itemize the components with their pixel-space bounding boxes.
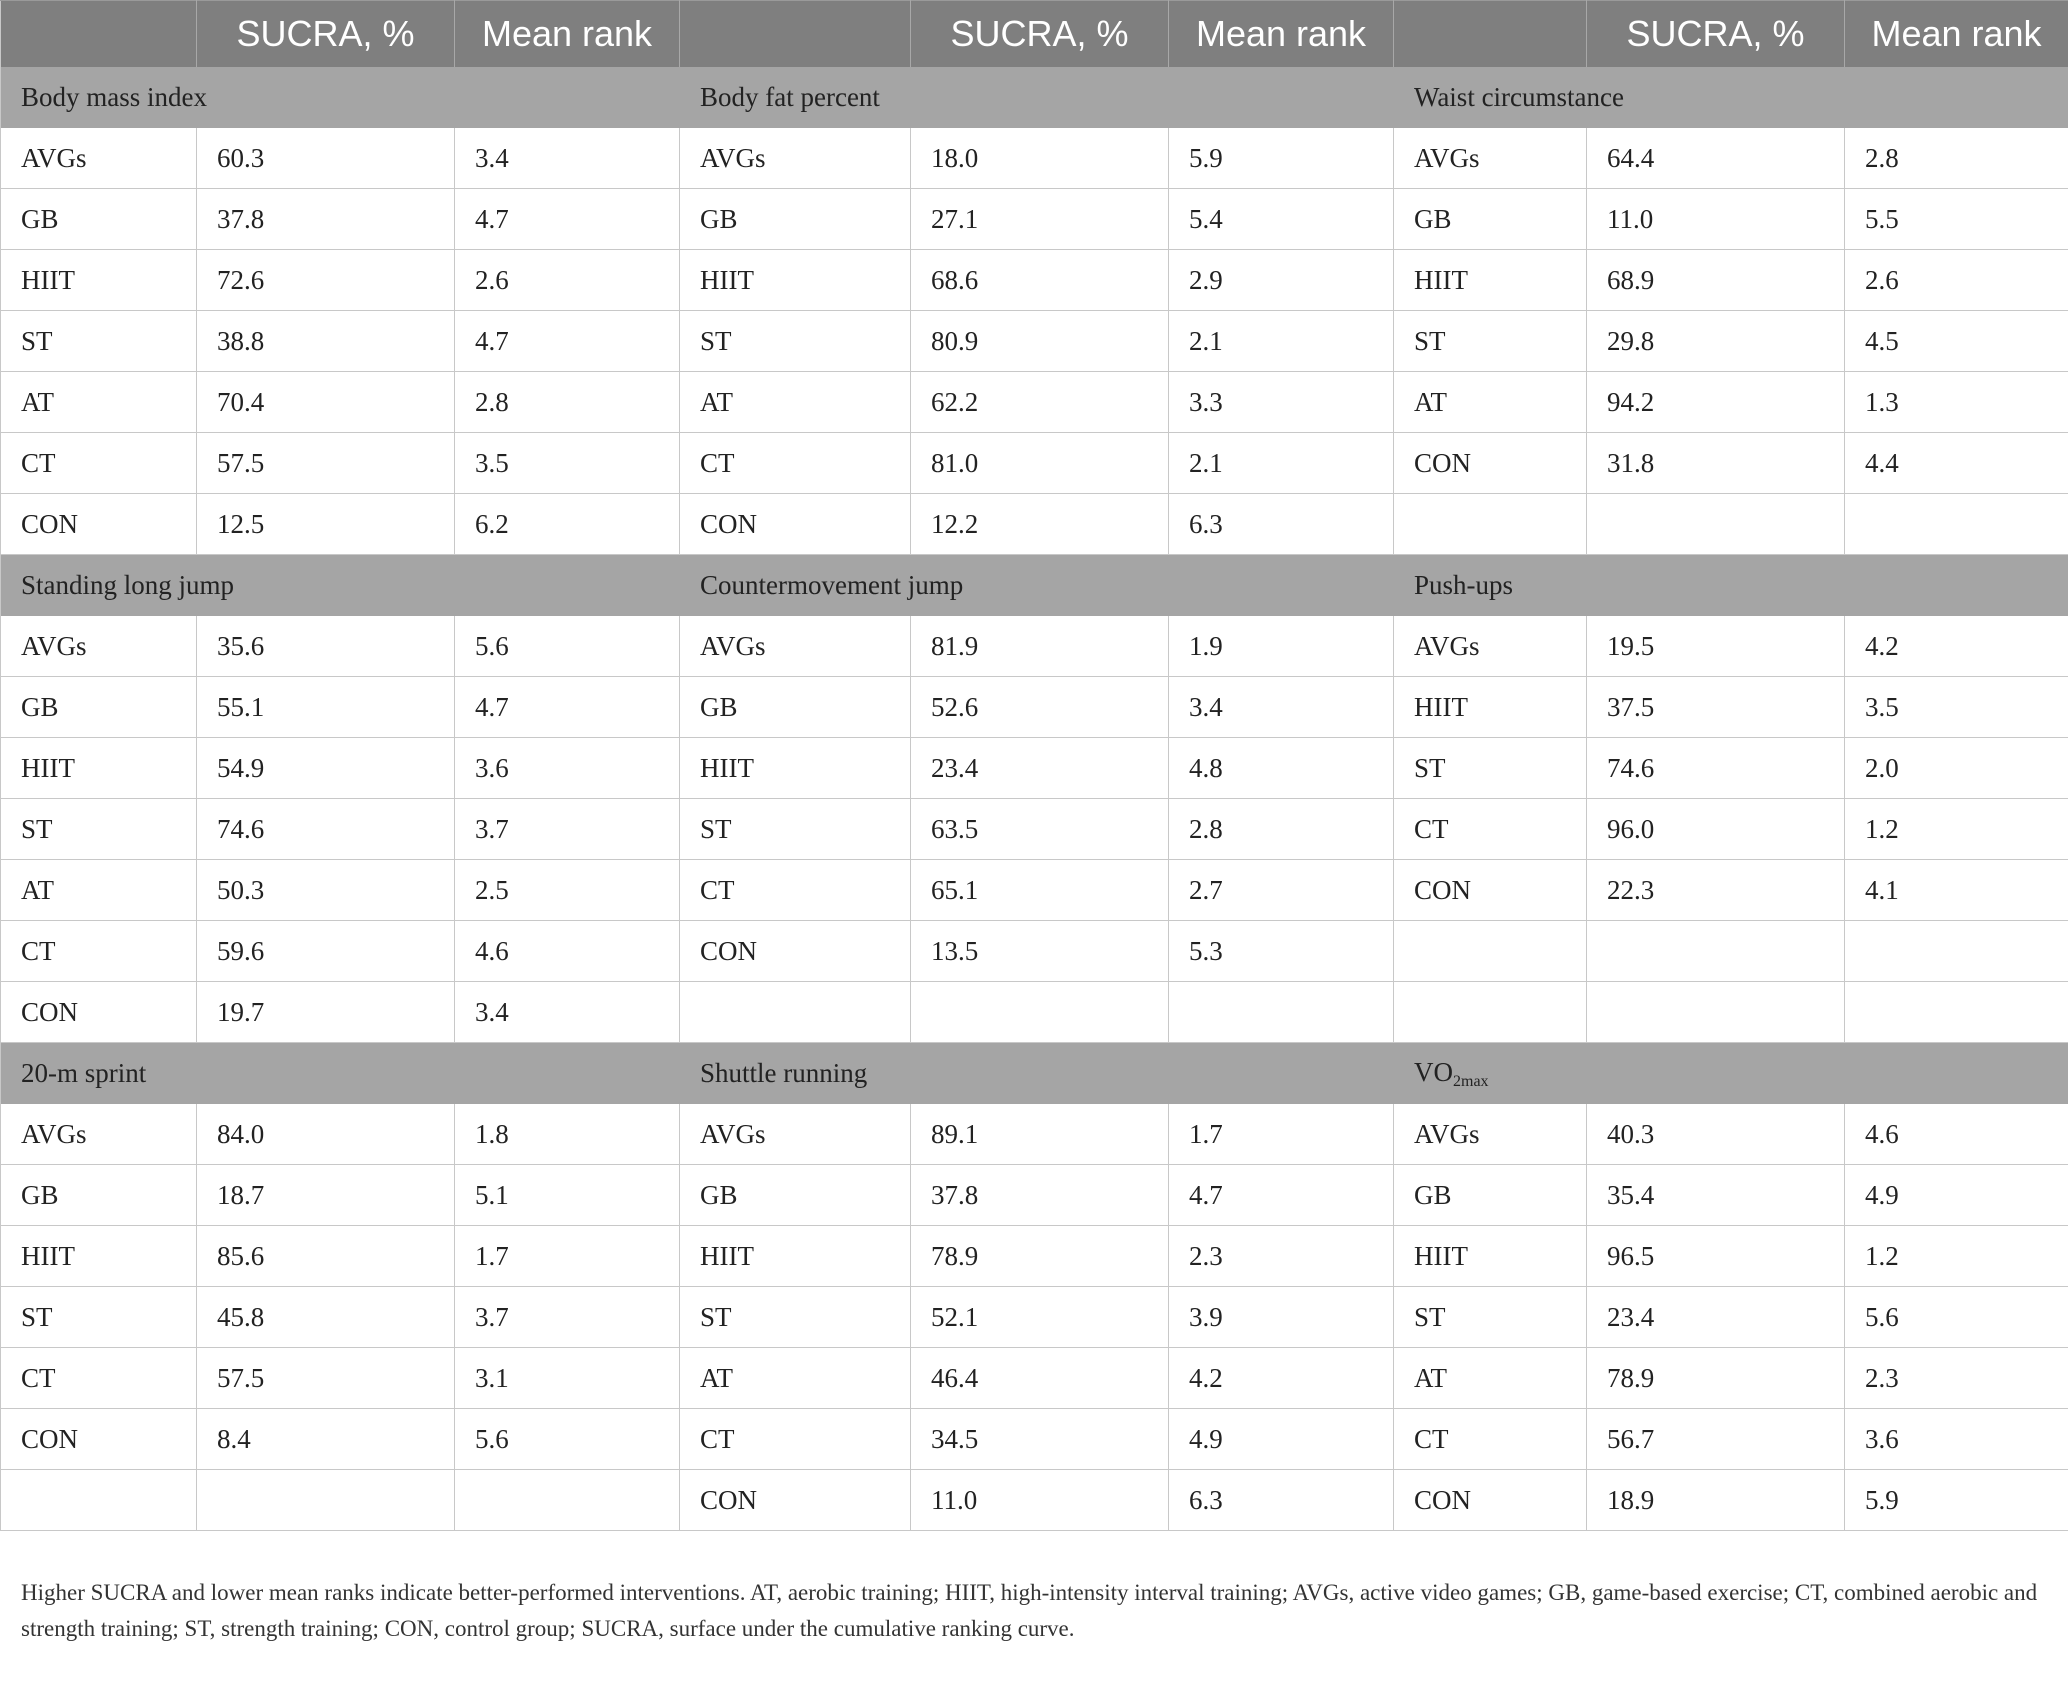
section-title bbox=[1394, 1043, 2068, 1105]
section-title bbox=[1, 67, 680, 128]
intervention-cell bbox=[1394, 921, 1587, 982]
sucra-cell: 19.5 bbox=[1587, 616, 1845, 677]
sucra-cell: 74.6 bbox=[197, 799, 455, 860]
mean-rank-cell: 1.9 bbox=[1169, 616, 1394, 677]
intervention-cell: AT bbox=[680, 1348, 911, 1409]
table-row bbox=[1, 128, 2068, 189]
intervention-cell: HIIT bbox=[680, 1226, 911, 1287]
mean-rank-cell: 5.5 bbox=[1845, 189, 2068, 250]
table-row bbox=[1, 799, 2068, 860]
section-header-row bbox=[1, 555, 2068, 617]
mean-rank-cell: 3.6 bbox=[1845, 1409, 2068, 1470]
sucra-cell: 50.3 bbox=[197, 860, 455, 921]
mean-rank-cell bbox=[1845, 921, 2068, 982]
table-row bbox=[1, 921, 2068, 982]
sucra-cell: 60.3 bbox=[197, 128, 455, 189]
section-header-row bbox=[1, 67, 2068, 128]
intervention-cell: HIIT bbox=[680, 738, 911, 799]
sucra-cell: 78.9 bbox=[911, 1226, 1169, 1287]
intervention-cell: AT bbox=[1, 860, 197, 921]
sucra-cell: 27.1 bbox=[911, 189, 1169, 250]
sucra-cell: 38.8 bbox=[197, 311, 455, 372]
sucra-cell: 84.0 bbox=[197, 1104, 455, 1165]
intervention-cell: AVGs bbox=[1, 1104, 197, 1165]
sucra-cell: 29.8 bbox=[1587, 311, 1845, 372]
intervention-cell: GB bbox=[680, 1165, 911, 1226]
sucra-cell: 22.3 bbox=[1587, 860, 1845, 921]
sucra-cell: 18.0 bbox=[911, 128, 1169, 189]
mean-rank-cell: 2.1 bbox=[1169, 433, 1394, 494]
mean-rank-cell: 2.5 bbox=[455, 860, 680, 921]
sucra-cell: 81.0 bbox=[911, 433, 1169, 494]
table-row bbox=[1, 616, 2068, 677]
section-title bbox=[1394, 67, 2068, 128]
mean-rank-cell: 4.9 bbox=[1169, 1409, 1394, 1470]
intervention-cell: AVGs bbox=[680, 1104, 911, 1165]
intervention-cell: CON bbox=[1, 494, 197, 555]
mean-rank-cell: 1.2 bbox=[1845, 1226, 2068, 1287]
intervention-cell: AVGs bbox=[680, 616, 911, 677]
intervention-cell: HIIT bbox=[1394, 250, 1587, 311]
table-row bbox=[1, 311, 2068, 372]
intervention-cell: AVGs bbox=[1394, 128, 1587, 189]
mean-rank-cell: 6.3 bbox=[1169, 494, 1394, 555]
mean-rank-cell: 3.4 bbox=[455, 982, 680, 1043]
intervention-cell bbox=[1394, 494, 1587, 555]
section-header-row bbox=[1, 1043, 2068, 1105]
mean-rank-cell: 3.5 bbox=[455, 433, 680, 494]
section-title-text: Body mass index bbox=[21, 82, 207, 112]
mean-rank-cell: 2.3 bbox=[1169, 1226, 1394, 1287]
sucra-cell: 37.8 bbox=[197, 189, 455, 250]
section-title bbox=[1, 555, 680, 617]
mean-rank-cell: 1.2 bbox=[1845, 799, 2068, 860]
section-title-text: Waist circumstance bbox=[1414, 82, 1624, 112]
sucra-cell: 74.6 bbox=[1587, 738, 1845, 799]
sucra-cell: 12.5 bbox=[197, 494, 455, 555]
mean-rank-cell: 5.1 bbox=[455, 1165, 680, 1226]
intervention-cell: ST bbox=[680, 311, 911, 372]
section-title-subscript: 2max bbox=[1453, 1072, 1489, 1090]
sucra-cell: 40.3 bbox=[1587, 1104, 1845, 1165]
table-row bbox=[1, 1287, 2068, 1348]
sucra-cell: 85.6 bbox=[197, 1226, 455, 1287]
intervention-cell: ST bbox=[1394, 311, 1587, 372]
mean-rank-cell: 2.9 bbox=[1169, 250, 1394, 311]
table-row bbox=[1, 1409, 2068, 1470]
sucra-cell bbox=[1587, 921, 1845, 982]
table-row bbox=[1, 1104, 2068, 1165]
header-mean-rank-3: Mean rank bbox=[1845, 1, 2068, 68]
sucra-cell bbox=[197, 1470, 455, 1531]
intervention-cell: GB bbox=[1394, 1165, 1587, 1226]
mean-rank-cell: 5.6 bbox=[1845, 1287, 2068, 1348]
mean-rank-cell bbox=[1845, 982, 2068, 1043]
header-sucra-2: SUCRA, % bbox=[911, 1, 1169, 68]
intervention-cell: HIIT bbox=[1394, 677, 1587, 738]
intervention-cell: CT bbox=[1, 433, 197, 494]
sucra-cell: 94.2 bbox=[1587, 372, 1845, 433]
mean-rank-cell: 3.4 bbox=[455, 128, 680, 189]
intervention-cell: CT bbox=[680, 1409, 911, 1470]
sucra-cell: 68.6 bbox=[911, 250, 1169, 311]
table-row bbox=[1, 1348, 2068, 1409]
header-mean-rank-1: Mean rank bbox=[455, 1, 680, 68]
intervention-cell: AT bbox=[1394, 372, 1587, 433]
mean-rank-cell bbox=[1169, 982, 1394, 1043]
mean-rank-cell: 6.3 bbox=[1169, 1470, 1394, 1531]
section-title-text: Shuttle running bbox=[700, 1058, 868, 1088]
intervention-cell: AVGs bbox=[1394, 616, 1587, 677]
mean-rank-cell: 4.7 bbox=[1169, 1165, 1394, 1226]
mean-rank-cell: 5.9 bbox=[1169, 128, 1394, 189]
sucra-cell: 64.4 bbox=[1587, 128, 1845, 189]
mean-rank-cell: 4.7 bbox=[455, 189, 680, 250]
sucra-cell: 13.5 bbox=[911, 921, 1169, 982]
intervention-cell bbox=[680, 982, 911, 1043]
sucra-cell bbox=[911, 982, 1169, 1043]
table-row bbox=[1, 982, 2068, 1043]
header-sucra-1: SUCRA, % bbox=[197, 1, 455, 68]
section-title-text: Countermovement jump bbox=[700, 570, 964, 600]
mean-rank-cell: 4.8 bbox=[1169, 738, 1394, 799]
table-row bbox=[1, 372, 2068, 433]
sucra-cell: 45.8 bbox=[197, 1287, 455, 1348]
sucra-cell: 52.6 bbox=[911, 677, 1169, 738]
section-title bbox=[680, 1043, 1394, 1105]
mean-rank-cell: 2.6 bbox=[1845, 250, 2068, 311]
intervention-cell: CT bbox=[680, 433, 911, 494]
intervention-cell: HIIT bbox=[1, 738, 197, 799]
mean-rank-cell: 2.1 bbox=[1169, 311, 1394, 372]
section-title bbox=[1, 1043, 680, 1105]
intervention-cell: CON bbox=[680, 1470, 911, 1531]
intervention-cell: ST bbox=[1394, 1287, 1587, 1348]
mean-rank-cell: 1.8 bbox=[455, 1104, 680, 1165]
sucra-cell: 34.5 bbox=[911, 1409, 1169, 1470]
mean-rank-cell: 4.4 bbox=[1845, 433, 2068, 494]
section-title-text: Push-ups bbox=[1414, 570, 1514, 600]
mean-rank-cell: 4.5 bbox=[1845, 311, 2068, 372]
table-body bbox=[1, 67, 2068, 1531]
intervention-cell: GB bbox=[1, 677, 197, 738]
header-blank-1 bbox=[1, 1, 197, 68]
sucra-cell: 55.1 bbox=[197, 677, 455, 738]
intervention-cell: ST bbox=[1, 799, 197, 860]
mean-rank-cell: 4.9 bbox=[1845, 1165, 2068, 1226]
intervention-cell: CON bbox=[1, 1409, 197, 1470]
intervention-cell: GB bbox=[1, 189, 197, 250]
sucra-cell: 96.0 bbox=[1587, 799, 1845, 860]
mean-rank-cell: 5.6 bbox=[455, 616, 680, 677]
intervention-cell: AVGs bbox=[1, 128, 197, 189]
mean-rank-cell bbox=[1845, 494, 2068, 555]
intervention-cell: CT bbox=[1, 1348, 197, 1409]
mean-rank-cell: 6.2 bbox=[455, 494, 680, 555]
section-title-text: Body fat percent bbox=[700, 82, 880, 112]
table-row bbox=[1, 1226, 2068, 1287]
intervention-cell: HIIT bbox=[1, 1226, 197, 1287]
mean-rank-cell: 3.9 bbox=[1169, 1287, 1394, 1348]
section-title bbox=[680, 555, 1394, 617]
intervention-cell: ST bbox=[1394, 738, 1587, 799]
sucra-cell: 63.5 bbox=[911, 799, 1169, 860]
section-title-text: VO bbox=[1414, 1056, 1453, 1087]
sucra-cell: 59.6 bbox=[197, 921, 455, 982]
mean-rank-cell: 5.9 bbox=[1845, 1470, 2068, 1531]
mean-rank-cell: 3.4 bbox=[1169, 677, 1394, 738]
table-row bbox=[1, 433, 2068, 494]
intervention-cell: GB bbox=[680, 189, 911, 250]
intervention-cell: HIIT bbox=[1394, 1226, 1587, 1287]
sucra-cell: 65.1 bbox=[911, 860, 1169, 921]
section-title-text: Standing long jump bbox=[21, 570, 235, 600]
mean-rank-cell: 5.6 bbox=[455, 1409, 680, 1470]
mean-rank-cell: 4.7 bbox=[455, 677, 680, 738]
intervention-cell: CT bbox=[1394, 1409, 1587, 1470]
mean-rank-cell: 4.6 bbox=[455, 921, 680, 982]
mean-rank-cell: 3.5 bbox=[1845, 677, 2068, 738]
sucra-cell: 46.4 bbox=[911, 1348, 1169, 1409]
mean-rank-cell: 1.7 bbox=[455, 1226, 680, 1287]
header-blank-2 bbox=[680, 1, 911, 68]
mean-rank-cell: 4.1 bbox=[1845, 860, 2068, 921]
mean-rank-cell: 2.8 bbox=[1845, 128, 2068, 189]
intervention-cell: CON bbox=[1394, 1470, 1587, 1531]
intervention-cell: AT bbox=[680, 372, 911, 433]
table-row bbox=[1, 1470, 2068, 1531]
section-title-text: 20-m sprint bbox=[21, 1058, 147, 1088]
intervention-cell bbox=[1, 1470, 197, 1531]
mean-rank-cell: 2.8 bbox=[1169, 799, 1394, 860]
table-row bbox=[1, 189, 2068, 250]
intervention-cell: CT bbox=[680, 860, 911, 921]
mean-rank-cell: 2.8 bbox=[455, 372, 680, 433]
intervention-cell: AT bbox=[1394, 1348, 1587, 1409]
intervention-cell: GB bbox=[1, 1165, 197, 1226]
intervention-cell: CON bbox=[680, 494, 911, 555]
sucra-cell: 96.5 bbox=[1587, 1226, 1845, 1287]
sucra-cell: 18.7 bbox=[197, 1165, 455, 1226]
intervention-cell: GB bbox=[680, 677, 911, 738]
sucra-cell: 72.6 bbox=[197, 250, 455, 311]
mean-rank-cell: 2.3 bbox=[1845, 1348, 2068, 1409]
intervention-cell: CON bbox=[1, 982, 197, 1043]
sucra-cell bbox=[1587, 982, 1845, 1043]
intervention-cell: ST bbox=[680, 799, 911, 860]
sucra-cell: 57.5 bbox=[197, 1348, 455, 1409]
sucra-cell: 23.4 bbox=[911, 738, 1169, 799]
sucra-cell: 12.2 bbox=[911, 494, 1169, 555]
intervention-cell: AVGs bbox=[1394, 1104, 1587, 1165]
table-row bbox=[1, 677, 2068, 738]
intervention-cell: CON bbox=[680, 921, 911, 982]
intervention-cell: ST bbox=[680, 1287, 911, 1348]
mean-rank-cell: 2.0 bbox=[1845, 738, 2068, 799]
section-title bbox=[1394, 555, 2068, 617]
intervention-cell: AT bbox=[1, 372, 197, 433]
mean-rank-cell: 4.2 bbox=[1845, 616, 2068, 677]
sucra-cell: 11.0 bbox=[1587, 189, 1845, 250]
intervention-cell: ST bbox=[1, 1287, 197, 1348]
intervention-cell: GB bbox=[1394, 189, 1587, 250]
mean-rank-cell: 4.7 bbox=[455, 311, 680, 372]
table-row bbox=[1, 494, 2068, 555]
table-row bbox=[1, 1165, 2068, 1226]
table-row bbox=[1, 250, 2068, 311]
sucra-cell: 68.9 bbox=[1587, 250, 1845, 311]
mean-rank-cell bbox=[455, 1470, 680, 1531]
intervention-cell: CT bbox=[1, 921, 197, 982]
sucra-cell: 62.2 bbox=[911, 372, 1169, 433]
intervention-cell: AVGs bbox=[1, 616, 197, 677]
sucra-cell: 35.4 bbox=[1587, 1165, 1845, 1226]
intervention-cell: ST bbox=[1, 311, 197, 372]
mean-rank-cell: 3.7 bbox=[455, 1287, 680, 1348]
mean-rank-cell: 1.7 bbox=[1169, 1104, 1394, 1165]
mean-rank-cell: 3.3 bbox=[1169, 372, 1394, 433]
sucra-cell: 18.9 bbox=[1587, 1470, 1845, 1531]
intervention-cell: HIIT bbox=[680, 250, 911, 311]
mean-rank-cell: 4.2 bbox=[1169, 1348, 1394, 1409]
sucra-cell: 31.8 bbox=[1587, 433, 1845, 494]
sucra-cell: 23.4 bbox=[1587, 1287, 1845, 1348]
sucra-cell: 52.1 bbox=[911, 1287, 1169, 1348]
intervention-cell: CT bbox=[1394, 799, 1587, 860]
sucra-cell: 56.7 bbox=[1587, 1409, 1845, 1470]
sucra-cell: 81.9 bbox=[911, 616, 1169, 677]
header-blank-3 bbox=[1394, 1, 1587, 68]
mean-rank-cell: 4.6 bbox=[1845, 1104, 2068, 1165]
sucra-cell: 35.6 bbox=[197, 616, 455, 677]
mean-rank-cell: 3.7 bbox=[455, 799, 680, 860]
header-sucra-3: SUCRA, % bbox=[1587, 1, 1845, 68]
mean-rank-cell: 2.6 bbox=[455, 250, 680, 311]
mean-rank-cell: 5.4 bbox=[1169, 189, 1394, 250]
intervention-cell: HIIT bbox=[1, 250, 197, 311]
sucra-cell: 54.9 bbox=[197, 738, 455, 799]
table-footnote: Higher SUCRA and lower mean ranks indicate better-performed interventions. AT, aerobic training; HIIT, high-intensity interval training; AVGs, active video games; GB, game-based exercise; CT, combined aerobic and strength training; ST, strength training; CON, control group; SUCRA, surface under the cumulative ranking curve. bbox=[21, 1580, 2038, 1641]
header-row bbox=[1, 1, 2068, 68]
sucra-cell: 57.5 bbox=[197, 433, 455, 494]
mean-rank-cell: 2.7 bbox=[1169, 860, 1394, 921]
intervention-cell: CON bbox=[1394, 433, 1587, 494]
sucra-cell: 89.1 bbox=[911, 1104, 1169, 1165]
mean-rank-cell: 5.3 bbox=[1169, 921, 1394, 982]
sucra-cell: 37.5 bbox=[1587, 677, 1845, 738]
sucra-cell bbox=[1587, 494, 1845, 555]
mean-rank-cell: 3.1 bbox=[455, 1348, 680, 1409]
intervention-cell bbox=[1394, 982, 1587, 1043]
intervention-cell: CON bbox=[1394, 860, 1587, 921]
table-row bbox=[1, 860, 2068, 921]
table-row bbox=[1, 738, 2068, 799]
header-mean-rank-2: Mean rank bbox=[1169, 1, 1394, 68]
sucra-cell: 8.4 bbox=[197, 1409, 455, 1470]
mean-rank-cell: 3.6 bbox=[455, 738, 680, 799]
sucra-cell: 70.4 bbox=[197, 372, 455, 433]
sucra-cell: 37.8 bbox=[911, 1165, 1169, 1226]
intervention-cell: AVGs bbox=[680, 128, 911, 189]
section-title bbox=[680, 67, 1394, 128]
mean-rank-cell: 1.3 bbox=[1845, 372, 2068, 433]
sucra-cell: 78.9 bbox=[1587, 1348, 1845, 1409]
sucra-cell: 80.9 bbox=[911, 311, 1169, 372]
sucra-cell: 11.0 bbox=[911, 1470, 1169, 1531]
sucra-cell: 19.7 bbox=[197, 982, 455, 1043]
